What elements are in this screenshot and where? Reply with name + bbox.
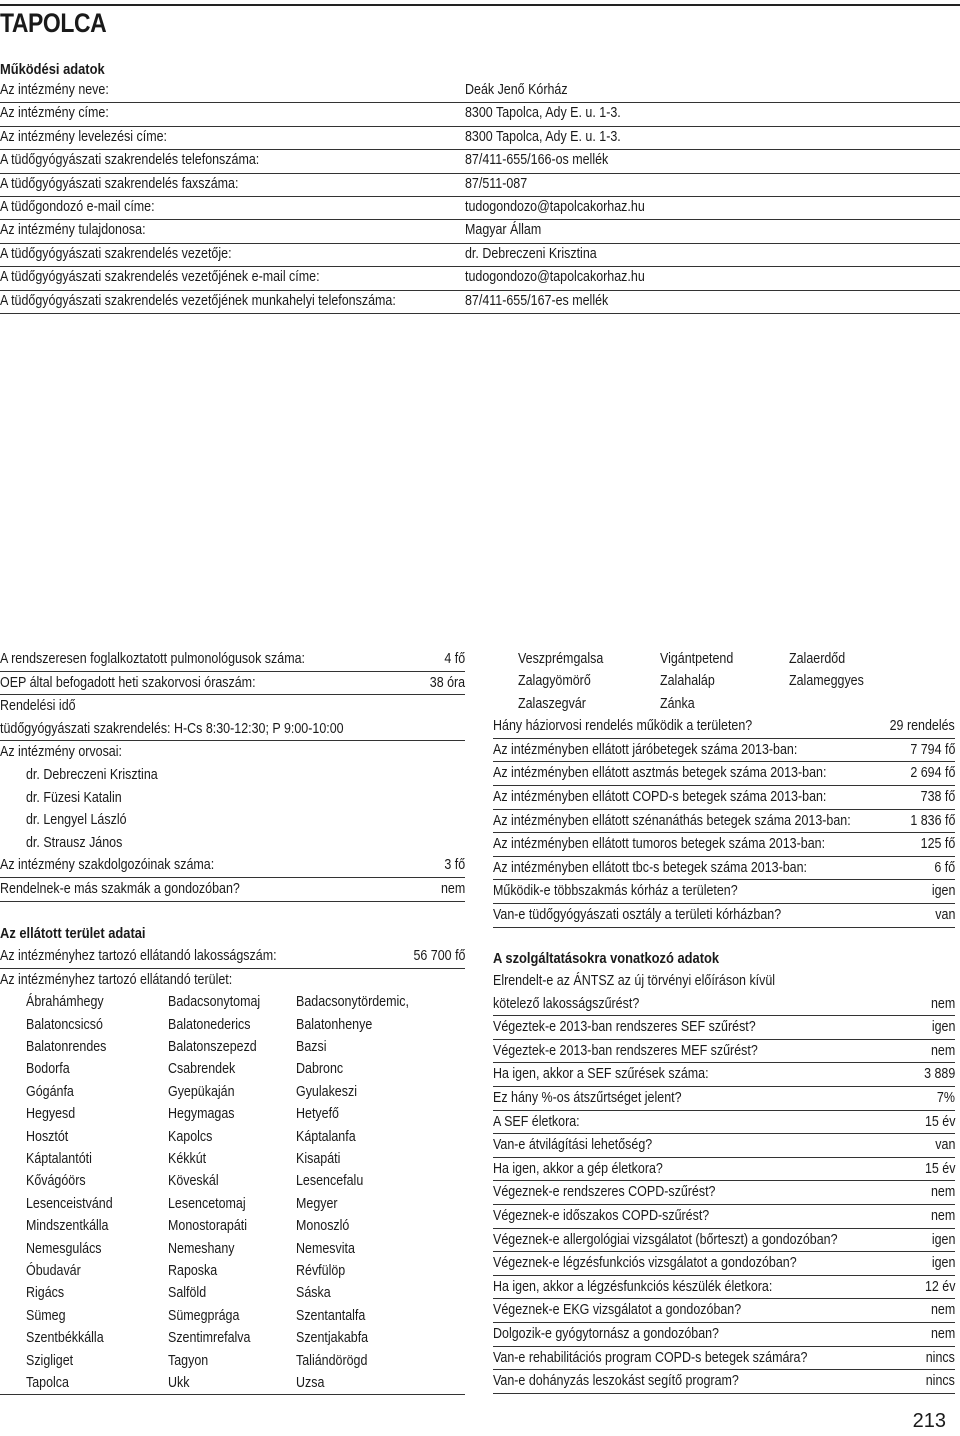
service-row <box>493 1299 955 1323</box>
settlement-row: Óbudavár Raposka Révfülöp <box>26 1263 346 1279</box>
operational-data-heading-row <box>0 58 960 80</box>
settlement-row: Balatonrendes Balatonszepezd Bazsi <box>26 1039 327 1056</box>
ops-row <box>0 291 960 314</box>
stat-row-label: Az intézményben ellátott tbc-s betegek száma 2013-ban: <box>493 859 808 876</box>
ops-row <box>0 150 960 173</box>
service-row <box>493 1229 955 1253</box>
stat-row-value: 6 fő <box>934 859 955 876</box>
settlement-row: Sümeg Sümegprága Szentantalfa <box>26 1307 366 1324</box>
service-row-label: Ha igen, akkor a gép életkora? <box>493 1160 663 1177</box>
service-row-value: igen <box>931 1255 955 1272</box>
stat-row <box>493 857 955 881</box>
stat-row <box>493 786 955 810</box>
ops-row-label: A tüdőgyógyászati szakrendelés telefonszáma: <box>0 152 260 169</box>
ops-row <box>0 80 960 103</box>
operational-data-heading: Működési adatok <box>0 61 105 78</box>
stat-row-value: 125 fő <box>920 836 955 853</box>
settlement-row: Szentbékkálla Szentimrefalva Szentjakabfa <box>26 1330 369 1347</box>
ops-row-value: tudogondozo@tapolcakorhaz.hu <box>465 198 645 215</box>
ops-row-value: tudogondozo@tapolcakorhaz.hu <box>465 269 645 286</box>
service-row <box>493 1134 955 1158</box>
settlement-row: Zalaszegvár Zánka <box>518 695 695 712</box>
ops-row-label: Az intézmény levelezési címe: <box>0 128 168 145</box>
service-row-value: igen <box>931 1231 955 1248</box>
service-row-value: 3 889 <box>923 1066 955 1083</box>
stat-row-label: Az intézményben ellátott asztmás betegek száma 2013-ban: <box>493 765 827 782</box>
service-row <box>493 1370 955 1394</box>
settlement-row: Hegyesd Hegymagas Hetyefő <box>26 1106 339 1123</box>
service-row-label: Végeznek-e rendszeres COPD-szűrést? <box>493 1184 716 1201</box>
service-row <box>493 1158 955 1182</box>
service-row-label: Végeznek-e időszakos COPD-szűrést? <box>493 1208 710 1225</box>
doctor-row <box>0 764 465 787</box>
stat-row <box>493 762 955 786</box>
doctor-row <box>0 809 465 832</box>
page-title: TAPOLCA <box>0 8 107 38</box>
service-row <box>493 1205 955 1229</box>
stat-row-label: Hány háziorvosi rendelés működik a területen? <box>493 718 753 735</box>
nurses-row: Az intézmény szakdolgozóinak száma: 3 fő <box>0 854 465 878</box>
settlement-row: Lesenceistvánd Lesencetomaj Megyer <box>26 1195 338 1212</box>
service-row <box>493 1040 955 1064</box>
service-row-label: A SEF életkora: <box>493 1113 580 1130</box>
stat-row-label: Az intézményben ellátott járóbetegek száma 2013-ban: <box>493 741 798 758</box>
services-heading: A szolgáltatásokra vonatkozó adatok <box>493 949 720 967</box>
settlement-row: Szigliget Tagyon Taliándörögd <box>26 1352 368 1369</box>
stat-row <box>493 833 955 857</box>
stat-row-value: 1 836 fő <box>909 812 955 829</box>
settlement-row: Balatoncsicsó Balatonederics Balatonhenye <box>26 1016 373 1033</box>
service-row-value: nem <box>930 1326 955 1343</box>
service-row-label: Ez hány %-os átszűrtséget jelent? <box>493 1090 682 1107</box>
service-row-label: Végeznek-e EKG vizsgálatot a gondozóban? <box>493 1302 742 1319</box>
doctor-name: dr. Debreczeni Krisztina <box>26 766 158 783</box>
page-title-bar <box>0 4 960 39</box>
service-row <box>493 1252 955 1276</box>
service-row-value: nem <box>930 1208 955 1225</box>
pulmonologists-row: A rendszeresen foglalkoztatott pulmonológusok száma: 4 fő <box>0 648 465 672</box>
ops-row-label: Az intézmény neve: <box>0 82 109 98</box>
service-row-label: Ha igen, akkor a légzésfunkciós készülék életkora: <box>493 1278 773 1295</box>
ops-row-label: A tüdőgyógyászati szakrendelés faxszáma: <box>0 175 239 192</box>
ops-row <box>0 197 960 220</box>
doctors-label-row: Az intézmény orvosai: <box>0 744 122 761</box>
service-row-value: 7% <box>936 1090 955 1107</box>
ops-row-label: Az intézmény tulajdonosa: <box>0 222 146 239</box>
service-row <box>493 1087 955 1111</box>
office-hours-label-row: Rendelési idő <box>0 698 76 715</box>
ops-row-value: 87/511-087 <box>465 175 528 192</box>
settlement-row: Tapolca Ukk Uzsa <box>26 1374 325 1391</box>
settlement-row: Rigács Salföld Sáska <box>26 1285 331 1302</box>
settlement-row: Kővágóörs Köveskál Lesencefalu <box>26 1173 364 1190</box>
doctor-name: dr. Strausz János <box>26 834 123 851</box>
ops-row-value: Deák Jenő Kórház <box>465 82 568 98</box>
service-row-label: Ha igen, akkor a SEF szűrések száma: <box>493 1066 709 1083</box>
service-row <box>493 1111 955 1135</box>
ops-row <box>0 267 960 290</box>
service-row-value: nem <box>930 1302 955 1319</box>
operational-data-section <box>0 58 960 314</box>
staff-section <box>0 648 465 1395</box>
settlement-row: Zalagyömörő Zalahaláp Zalameggyes <box>518 673 864 690</box>
stat-row <box>493 880 955 904</box>
ops-row-label: Az intézmény címe: <box>0 105 109 122</box>
settlement-row: Veszprémgalsa Vigántpetend Zalaerdőd <box>518 651 846 667</box>
stat-row-value: 2 694 fő <box>909 765 955 782</box>
ops-row <box>0 103 960 126</box>
service-row-value: nincs <box>925 1349 955 1366</box>
settlement-row: Hosztót Kapolcs Káptalanfa <box>26 1128 356 1145</box>
stat-row <box>493 739 955 763</box>
service-row <box>493 1323 955 1347</box>
service-row <box>493 1063 955 1087</box>
service-row-value: nincs <box>925 1373 955 1390</box>
stat-row <box>493 715 955 739</box>
office-hours-value-row: tüdőgyógyászati szakrendelés: H-Cs 8:30-12:30; P 9:00-10:00 <box>0 718 465 742</box>
service-row-label: Végeztek-e 2013-ban rendszeres SEF szűrést? <box>493 1019 756 1036</box>
service-row-label: Van-e rehabilitációs program COPD-s betegek számára? <box>493 1349 808 1366</box>
page-number: 213 <box>912 1410 946 1432</box>
doctor-row <box>0 832 465 855</box>
ops-row-value: 8300 Tapolca, Ady E. u. 1-3. <box>465 105 621 122</box>
stat-row-value: igen <box>931 883 955 900</box>
ops-row-value: Magyar Állam <box>465 222 542 239</box>
territory-label-row: Az intézményhez tartozó ellátandó terület: <box>0 971 233 988</box>
population-row: Az intézményhez tartozó ellátandó lakosságszám: 56 700 fő <box>0 945 465 969</box>
ops-row-value: 87/411-655/167-es mellék <box>465 292 609 309</box>
service-row-value: 15 év <box>924 1160 955 1177</box>
settlement-row: Mindszentkálla Monostorapáti Monoszló <box>26 1218 350 1235</box>
stat-row-value: 738 fő <box>920 788 955 805</box>
stat-row-label: Az intézményben ellátott tumoros betegek száma 2013-ban: <box>493 836 826 853</box>
service-row <box>493 1276 955 1300</box>
services-first-row: kötelező lakosságszűrést? nem <box>493 993 955 1017</box>
stat-row-label: Van-e tüdőgyógyászati osztály a területi kórházban? <box>493 906 782 923</box>
other-specialties-row: Rendelnek-e más szakmák a gondozóban? nem <box>0 878 465 902</box>
ops-row-value: 87/411-655/166-os mellék <box>465 152 609 169</box>
service-row-value: nem <box>930 1042 955 1059</box>
service-row-label: Végeznek-e légzésfunkciós vizsgálatot a gondozóban? <box>493 1255 797 1272</box>
stat-row <box>493 810 955 834</box>
service-row-value: 12 év <box>924 1278 955 1295</box>
service-row <box>493 1181 955 1205</box>
services-first-line1: Elrendelt-e az ÁNTSZ az új törvényi előíráson kívül <box>493 973 776 990</box>
ops-row-label: A tüdőgondozó e-mail címe: <box>0 198 155 215</box>
settlement-row: Nemesgulács Nemeshany Nemesvita <box>26 1240 355 1257</box>
stat-row-value: van <box>934 906 955 923</box>
service-row-value: igen <box>931 1019 955 1036</box>
service-row-label: Van-e átvilágítási lehetőség? <box>493 1137 653 1154</box>
services-heading-row <box>493 948 955 971</box>
doctor-name: dr. Füzesi Katalin <box>26 789 122 806</box>
ops-row <box>0 244 960 267</box>
service-row-label: Van-e dohányzás leszokást segítő program? <box>493 1373 739 1390</box>
stat-row-value: 7 794 fő <box>909 741 955 758</box>
service-row-label: Dolgozik-e gyógytornász a gondozóban? <box>493 1326 720 1343</box>
stat-row-value: 29 rendelés <box>889 718 955 735</box>
ops-row-label: A tüdőgyógyászati szakrendelés vezetőjének e-mail címe: <box>0 269 320 286</box>
ops-row-value: 8300 Tapolca, Ady E. u. 1-3. <box>465 128 621 145</box>
settlement-row: Ábrahámhegy Badacsonytomaj Badacsonytördemic, <box>26 994 409 1011</box>
service-row <box>493 1016 955 1040</box>
service-row-label: Végeztek-e 2013-ban rendszeres MEF szűrést? <box>493 1042 758 1059</box>
ops-row-label: A tüdőgyógyászati szakrendelés vezetője: <box>0 245 232 262</box>
area-heading: Az ellátott terület adatai <box>0 924 146 942</box>
settlement-row: Káptalantóti Kékkút Kisapáti <box>26 1151 341 1168</box>
service-row <box>493 1347 955 1371</box>
ops-row-label: A tüdőgyógyászati szakrendelés vezetőjének munkahelyi telefonszáma: <box>0 292 396 309</box>
stat-row-label: Az intézményben ellátott COPD-s betegek száma 2013-ban: <box>493 788 827 805</box>
settlement-row: Gógánfa Gyepükaján Gyulakeszi <box>26 1083 357 1100</box>
service-row-label: Végeznek-e allergológiai vizsgálatot (bőrteszt) a gondozóban? <box>493 1231 838 1248</box>
doctor-row <box>0 787 465 810</box>
doctor-name: dr. Lengyel László <box>26 812 127 829</box>
service-row-value: nem <box>930 1184 955 1201</box>
right-column <box>493 648 955 1394</box>
ops-row-value: dr. Debreczeni Krisztina <box>465 245 597 262</box>
ops-row <box>0 127 960 150</box>
service-row-value: van <box>934 1137 955 1154</box>
oep-hours-row: OEP által befogadott heti szakorvosi óraszám: 38 óra <box>0 672 465 696</box>
area-heading-row <box>0 923 465 946</box>
stat-row-label: Az intézményben ellátott szénanáthás betegek száma 2013-ban: <box>493 812 851 829</box>
ops-row <box>0 220 960 243</box>
settlement-row: Bodorfa Csabrendek Dabronc <box>26 1061 344 1078</box>
stat-row-label: Működik-e többszakmás kórház a területen? <box>493 883 738 900</box>
stat-row <box>493 904 955 928</box>
service-row-value: 15 év <box>924 1113 955 1130</box>
ops-row <box>0 174 960 197</box>
